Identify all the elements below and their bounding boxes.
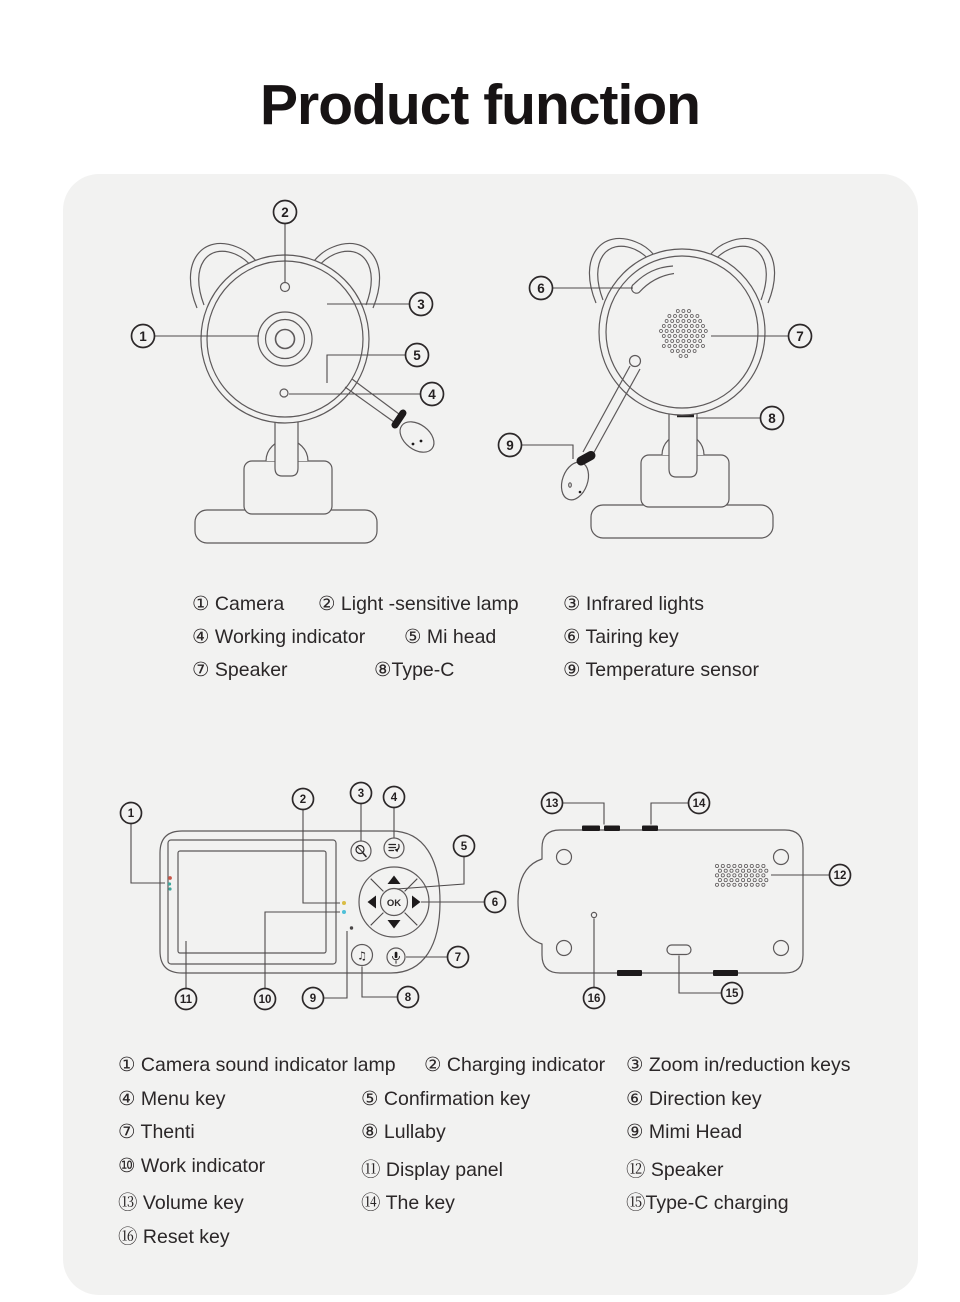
- callout-number: 2: [281, 205, 289, 220]
- callout-1: [121, 803, 166, 884]
- camera-base: [591, 505, 773, 538]
- legend-item: ③ Zoom in/reduction keys: [626, 1054, 851, 1076]
- callout-12: [771, 865, 851, 886]
- sound-indicator-led: [168, 887, 171, 890]
- arrow-left-icon: [368, 896, 377, 909]
- legend-item: ⑮Type-C charging: [626, 1192, 789, 1214]
- callout-9: [303, 931, 348, 1009]
- callout-number: 3: [357, 788, 365, 800]
- callout-number: 8: [768, 411, 776, 426]
- display-panel: [178, 851, 326, 953]
- camera-neck: [669, 408, 697, 477]
- figure-monitor-front: [110, 780, 510, 1020]
- legend-item: ⑨ Mimi Head: [626, 1121, 743, 1143]
- legend-item: ① Camera sound indicator lamp: [118, 1054, 396, 1076]
- callout-number: 15: [725, 988, 739, 1000]
- callout-line: [522, 445, 574, 459]
- page-title: Product function: [260, 73, 700, 137]
- legend-item: ⑨ Temperature sensor: [563, 659, 759, 681]
- callout-number: 1: [139, 329, 147, 344]
- figure-monitor-back: [500, 780, 860, 1020]
- monitor-front-body: [160, 831, 440, 973]
- legend-item: ⑥ Direction key: [626, 1088, 762, 1110]
- callout-number: 1: [127, 808, 135, 820]
- callout-15: [679, 956, 743, 1004]
- camera-base: [195, 510, 377, 543]
- callout-number: 7: [454, 952, 462, 964]
- screw-hole: [774, 850, 789, 865]
- volume-key: [604, 826, 620, 832]
- callout-number: 11: [179, 994, 193, 1006]
- volume-key: [582, 826, 600, 832]
- screw-hole: [557, 941, 572, 956]
- temperature-probe: [557, 458, 594, 503]
- light-sensor-dot: [281, 283, 290, 292]
- callout-line: [362, 967, 398, 998]
- camera-neck: [275, 421, 298, 476]
- the-key: [642, 826, 658, 832]
- callout-line: [265, 912, 340, 989]
- arrow-down-icon: [388, 920, 401, 929]
- zoom-button: [351, 841, 371, 861]
- callout-6: [421, 892, 506, 913]
- cable-socket: [630, 356, 641, 367]
- legend-item: ⑯ Reset key: [118, 1226, 230, 1248]
- type-c-port: [667, 945, 691, 955]
- callout-2: [293, 789, 341, 904]
- legend-item: ③ Infrared lights: [563, 593, 705, 615]
- callout-number: 9: [309, 993, 317, 1005]
- callout-number: 10: [258, 994, 272, 1006]
- arrow-up-icon: [388, 876, 401, 885]
- dpad: [359, 867, 429, 937]
- legend-item: ⑫ Speaker: [626, 1159, 724, 1181]
- callout-number: 6: [491, 897, 499, 909]
- legend-item: ⑭ The key: [361, 1192, 455, 1214]
- callout-7: [406, 947, 469, 968]
- camera-back-body: [557, 238, 775, 538]
- legend-item: ① Camera: [192, 593, 285, 615]
- legend-item: ⑦ Speaker: [192, 659, 288, 681]
- legend-item: ⑬ Volume key: [118, 1192, 244, 1214]
- lullaby-button: [352, 945, 373, 966]
- screw-hole: [774, 941, 789, 956]
- figure-camera-front: [100, 190, 460, 560]
- callout-number: 4: [390, 792, 398, 804]
- legend-item: ⑤ Mi head: [404, 626, 497, 648]
- sound-indicator-led: [168, 882, 171, 885]
- callout-number: 2: [299, 794, 307, 806]
- speaker-grid: [715, 864, 768, 886]
- legend-item: ⑧Type-C: [374, 659, 455, 681]
- legend-item: ⑦ Thenti: [118, 1121, 195, 1143]
- callout-4: [384, 787, 405, 838]
- working-indicator-dot: [280, 389, 288, 397]
- callout-9: [499, 434, 574, 460]
- callout-number: 13: [545, 798, 559, 810]
- callout-10: [255, 912, 341, 1010]
- legend-item: ④ Working indicator: [192, 626, 366, 648]
- legend-item: ② Charging indicator: [424, 1054, 606, 1076]
- callout-line: [397, 857, 464, 890]
- reset-pinhole: [591, 912, 596, 917]
- callout-line: [303, 810, 340, 904]
- mic-hole: [350, 926, 353, 929]
- monitor-back-body: [518, 826, 803, 977]
- callout-13: [542, 793, 605, 825]
- charging-indicator-led: [342, 901, 346, 905]
- menu-button: [384, 838, 404, 858]
- legend-item: ⑪ Display panel: [361, 1159, 503, 1181]
- camera-front-body: [190, 243, 439, 543]
- callout-number: 6: [537, 281, 545, 296]
- legend-item: ⑥ Tairing key: [563, 626, 679, 648]
- legend-item: ④ Menu key: [118, 1088, 226, 1110]
- legend-item: ⑤ Confirmation key: [361, 1088, 531, 1110]
- callout-number: 8: [404, 992, 412, 1004]
- legend-item: ② Light -sensitive lamp: [318, 593, 519, 615]
- callout-number: 12: [833, 870, 847, 882]
- callout-14: [651, 793, 710, 825]
- figure-camera-back: [480, 225, 820, 555]
- callout-number: 7: [796, 329, 804, 344]
- callout-16: [584, 919, 605, 1009]
- callout-line: [651, 803, 689, 825]
- legend-item: ⑧ Lullaby: [361, 1121, 446, 1143]
- ok-label: OK: [386, 897, 402, 909]
- callout-11: [176, 941, 197, 1010]
- legend-item: ⑩ Work indicator: [118, 1155, 266, 1177]
- work-indicator-led: [342, 910, 346, 914]
- screw-hole: [557, 850, 572, 865]
- callout-5: [397, 836, 475, 890]
- sound-indicator-led: [168, 876, 172, 880]
- callout-number: 5: [413, 348, 421, 363]
- callout-number: 16: [587, 993, 601, 1005]
- callout-3: [351, 783, 372, 841]
- callout-line: [563, 803, 605, 825]
- callout-number: 9: [506, 438, 514, 453]
- sensor-cable: [583, 366, 630, 452]
- music-note-icon: ♫: [357, 949, 367, 963]
- display-frame: [168, 840, 336, 964]
- callout-number: 4: [428, 387, 436, 402]
- arrow-right-icon: [412, 896, 421, 909]
- callout-number: 5: [460, 841, 468, 853]
- talk-button: [387, 948, 405, 966]
- callout-number: 14: [692, 798, 706, 810]
- callout-number: 3: [417, 297, 425, 312]
